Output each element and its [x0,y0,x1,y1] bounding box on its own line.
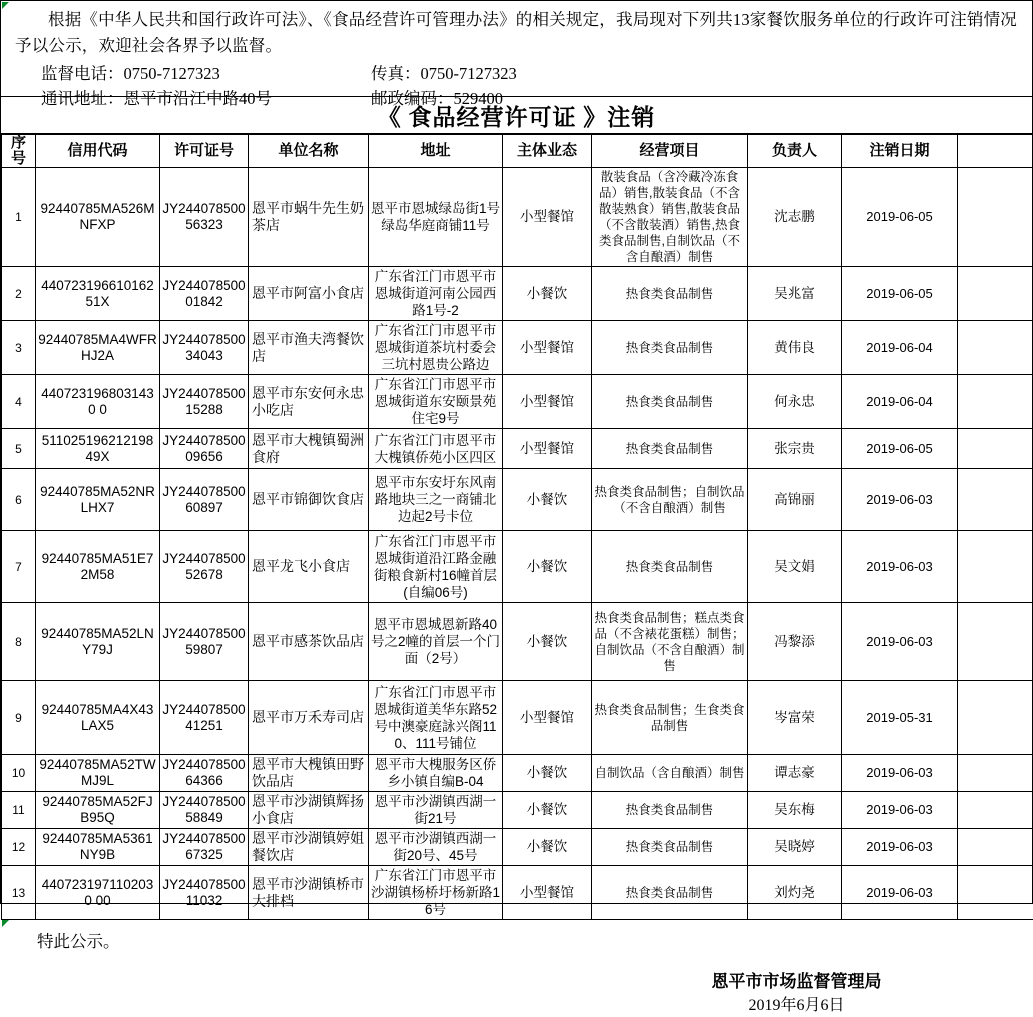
cell-address: 恩平市大槐服务区侨乡小镇自编B-04 [369,755,503,792]
cell-index: 8 [2,603,36,681]
footer-note: 特此公示。 [1,930,1032,954]
cell-business-items: 热食类食品制售 [592,375,748,429]
cell-license-no: JY24407850064366 [160,755,249,792]
cell-license-no: JY24407850058849 [160,792,249,829]
cell-cancellation-date: 2019-06-03 [842,469,958,531]
col-header-blank [958,135,1033,168]
table-row [2,792,1033,829]
cell-business-type: 小型餐馆 [503,168,592,267]
cell-index: 10 [2,755,36,792]
cell-unit-name: 恩平市感茶饮品店 [249,603,369,681]
cell-index: 6 [2,469,36,531]
cell-blank [958,469,1033,531]
cell-address: 广东省江门市恩平市恩城街道河南公园西路1号-2 [369,267,503,321]
cell-license-no: JY24407850034043 [160,321,249,375]
cell-responsible-person: 黄伟良 [748,321,842,375]
cell-business-items: 热食类食品制售 [592,792,748,829]
cell-blank [958,267,1033,321]
cell-responsible-person: 吴文娟 [748,531,842,603]
cell-business-items: 热食类食品制售；糕点类食品（不含裱花蛋糕）制售；自制饮品（不含自酿酒）制售 [592,603,748,681]
cell-credit-code: 44072319661016251X [36,267,160,321]
cell-business-type: 小型餐馆 [503,321,592,375]
cell-credit-code: 4407231968031430 0 [36,375,160,429]
cell-cancellation-date: 2019-06-04 [842,375,958,429]
cell-cancellation-date: 2019-06-05 [842,429,958,469]
col-header-credit-code: 信用代码 [36,135,160,168]
cell-unit-name: 恩平市大槐镇田野饮品店 [249,755,369,792]
cell-address: 恩平市恩城绿岛街1号绿岛华庭商铺11号 [369,168,503,267]
cell-responsible-person: 吴东梅 [748,792,842,829]
cell-index: 12 [2,829,36,866]
cell-business-type: 小餐饮 [503,469,592,531]
cell-credit-code: 92440785MA52NRLHX7 [36,469,160,531]
cell-unit-name: 恩平市锦御饮食店 [249,469,369,531]
cell-business-type: 小餐饮 [503,531,592,603]
cell-unit-name: 恩平龙飞小食店 [249,531,369,603]
cell-credit-code: 92440785MA51E72M58 [36,531,160,603]
cell-license-no: JY24407850067325 [160,829,249,866]
cell-address: 恩平市恩城恩新路40号之2幢的首层一个门面（2号） [369,603,503,681]
cell-license-no: JY24407850060897 [160,469,249,531]
fax-label: 传真：0750-7127323 [371,61,517,86]
cell-credit-code: 92440785MA5361NY9B [36,829,160,866]
cell-responsible-person: 高锦丽 [748,469,842,531]
cell-blank [958,792,1033,829]
cell-blank [958,603,1033,681]
cell-address: 恩平市沙湖镇西湖一街20号、45号 [369,829,503,866]
cell-responsible-person: 谭志豪 [748,755,842,792]
table-row [2,267,1033,321]
cell-business-type: 小型餐馆 [503,681,592,755]
col-header-responsible-person: 负责人 [748,135,842,168]
cell-blank [958,866,1033,920]
table-row [2,531,1033,603]
table-row [2,469,1033,531]
cell-business-items: 热食类食品制售 [592,429,748,469]
cell-credit-code: 92440785MA4X43LAX5 [36,681,160,755]
issue-date: 2019年6月6日 [1,994,1032,1017]
cell-unit-name: 恩平市沙湖镇婷姐餐饮店 [249,829,369,866]
cell-credit-code: 92440785MA52TWMJ9L [36,755,160,792]
cell-credit-code: 511025196212198 49X [36,429,160,469]
cell-business-items: 热食类食品制售 [592,531,748,603]
cell-blank [958,829,1033,866]
cell-business-items: 散装食品（含冷藏冷冻食品）销售,散装食品（不含散装熟食）销售,散装食品（不含散装酒）销售,热食类食品制售,自制饮品（不含自酿酒）制售 [592,168,748,267]
table-row [2,829,1033,866]
page-title: 《 食品经营许可证 》注销 [378,99,656,132]
cell-unit-name: 恩平市沙湖镇桥市大排档 [249,866,369,920]
cell-unit-name: 恩平市阿富小食店 [249,267,369,321]
cell-responsible-person: 沈志鹏 [748,168,842,267]
cell-business-type: 小餐饮 [503,267,592,321]
cell-address: 广东省江门市恩平市大槐镇侨苑小区四区 [369,429,503,469]
table-row [2,755,1033,792]
cell-business-type: 小餐饮 [503,792,592,829]
cell-index: 7 [2,531,36,603]
cell-business-items: 热食类食品制售；生食类食品制售 [592,681,748,755]
postcode-label: 邮政编码：529400 [371,86,503,111]
cell-business-items: 热食类食品制售 [592,829,748,866]
cell-index: 11 [2,792,36,829]
table-row [2,375,1033,429]
cell-address: 广东省江门市恩平市恩城街道美华东路52号中澳豪庭詠兴阁110、111号铺位 [369,681,503,755]
cell-responsible-person: 何永忠 [748,375,842,429]
col-header-license-no: 许可证号 [160,135,249,168]
cell-business-type: 小型餐馆 [503,375,592,429]
table-row [2,321,1033,375]
cell-cancellation-date: 2019-06-03 [842,531,958,603]
cell-business-type: 小餐饮 [503,603,592,681]
cell-address: 广东省江门市恩平市恩城街道茶坑村委会三坑村恩贵公路边 [369,321,503,375]
cell-business-type: 小型餐馆 [503,429,592,469]
cell-blank [958,429,1033,469]
cell-index: 4 [2,375,36,429]
cell-responsible-person: 吴兆富 [748,267,842,321]
cell-blank [958,755,1033,792]
cell-unit-name: 恩平市大槐镇蜀洲食府 [249,429,369,469]
cell-license-no: JY24407850056323 [160,168,249,267]
cell-business-type: 小型餐馆 [503,866,592,920]
notice-block [1,1,1032,97]
cell-responsible-person: 吴晓婷 [748,829,842,866]
col-header-business-type: 主体业态 [503,135,592,168]
cell-credit-code: 4407231971102030 00 [36,866,160,920]
footer-signature [1,970,1032,1017]
cell-index: 2 [2,267,36,321]
cell-cancellation-date: 2019-06-03 [842,792,958,829]
cell-address: 广东省江门市恩平市沙湖镇杨桥圩杨新路16号 [369,866,503,920]
cell-blank [958,321,1033,375]
cell-credit-code: 92440785MA526MNFXP [36,168,160,267]
col-header-unit-name: 单位名称 [249,135,369,168]
supervision-phone-label: 监督电话：0750-7127323 [41,61,371,86]
col-header-address: 地址 [369,135,503,168]
cell-blank [958,168,1033,267]
cell-index: 13 [2,866,36,920]
cancellation-registry-table [1,134,1033,920]
cell-business-items: 热食类食品制售 [592,866,748,920]
cell-error-indicator-icon-footer [2,920,9,927]
table-header-row [2,135,1033,168]
table-row [2,603,1033,681]
cell-business-items: 热食类食品制售；自制饮品（不含自酿酒）制售 [592,469,748,531]
cell-responsible-person: 刘灼尧 [748,866,842,920]
cell-license-no: JY24407850052678 [160,531,249,603]
cell-index: 5 [2,429,36,469]
table-row [2,681,1033,755]
col-header-business-items: 经营项目 [592,135,748,168]
cell-responsible-person: 张宗贵 [748,429,842,469]
footer-block [1,920,1032,1017]
cell-index: 9 [2,681,36,755]
cell-unit-name: 恩平市蜗牛先生奶茶店 [249,168,369,267]
notice-paragraph: 根据《中华人民共和国行政许可法》、《食品经营许可管理办法》的相关规定，我局现对下列共13家餐饮服务单位的行政许可注销情况予以公示，欢迎社会各界予以监督。 [15,7,1018,59]
cell-index: 1 [2,168,36,267]
cell-address: 广东省江门市恩平市恩城街道东安颐景苑住宅9号 [369,375,503,429]
cell-credit-code: 92440785MA52FJB95Q [36,792,160,829]
issuing-organization: 恩平市市场监督管理局 [1,970,1032,994]
cell-business-items: 热食类食品制售 [592,267,748,321]
cell-unit-name: 恩平市渔夫湾餐饮店 [249,321,369,375]
cell-blank [958,375,1033,429]
contact-row-phone [15,61,1018,86]
cell-cancellation-date: 2019-06-03 [842,829,958,866]
cell-license-no: JY24407850009656 [160,429,249,469]
cell-unit-name: 恩平市东安何永忠小吃店 [249,375,369,429]
cell-unit-name: 恩平市沙湖镇辉扬小食店 [249,792,369,829]
cell-credit-code: 92440785MA52LNY79J [36,603,160,681]
cell-license-no: JY24407850041251 [160,681,249,755]
cell-cancellation-date: 2019-06-04 [842,321,958,375]
cell-business-items: 热食类食品制售 [592,321,748,375]
cell-address: 恩平市沙湖镇西湖一街21号 [369,792,503,829]
cell-blank [958,681,1033,755]
col-header-index: 序号 [2,135,36,168]
table-row [2,429,1033,469]
cell-credit-code: 92440785MA4WFRHJ2A [36,321,160,375]
cell-index: 3 [2,321,36,375]
mailing-address-label: 通讯地址：恩平市沿江中路40号 [41,86,371,111]
cell-business-items: 自制饮品（含自酿酒）制售 [592,755,748,792]
cell-license-no: JY24407850001842 [160,267,249,321]
cell-license-no: JY24407850011032 [160,866,249,920]
table-row [2,866,1033,920]
cell-unit-name: 恩平市万禾寿司店 [249,681,369,755]
cell-license-no: JY24407850059807 [160,603,249,681]
cell-license-no: JY24407850015288 [160,375,249,429]
cell-responsible-person: 岑富荣 [748,681,842,755]
cell-blank [958,531,1033,603]
cell-business-type: 小餐饮 [503,755,592,792]
cell-responsible-person: 冯黎添 [748,603,842,681]
cell-cancellation-date: 2019-06-03 [842,755,958,792]
cell-cancellation-date: 2019-06-05 [842,168,958,267]
cell-cancellation-date: 2019-06-03 [842,866,958,920]
cell-address: 恩平市东安圩东风南路地块三之一商铺北边起2号卡位 [369,469,503,531]
col-header-cancellation-date: 注销日期 [842,135,958,168]
cell-cancellation-date: 2019-06-03 [842,603,958,681]
table-row [2,168,1033,267]
cell-cancellation-date: 2019-06-05 [842,267,958,321]
cell-business-type: 小餐饮 [503,829,592,866]
cell-cancellation-date: 2019-05-31 [842,681,958,755]
cell-address: 广东省江门市恩平市恩城街道沿江路金融街粮食新村16幢首层(自编06号) [369,531,503,603]
